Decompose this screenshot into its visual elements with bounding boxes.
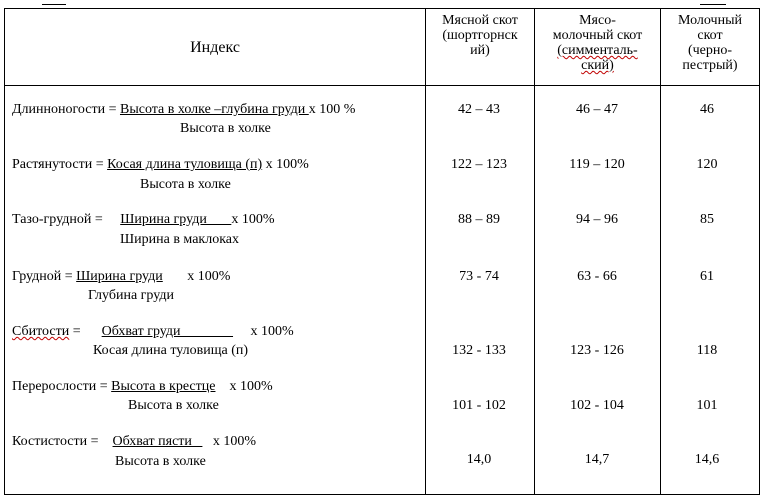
value-dairy: 120 bbox=[696, 157, 718, 172]
top-right-tick-mark bbox=[700, 4, 726, 5]
formula-multiplier: x 100% bbox=[233, 324, 294, 339]
formula-multiplier: x 100% bbox=[162, 269, 231, 284]
header-meat-dairy-cattle bbox=[535, 9, 660, 85]
equals-sign: = bbox=[87, 434, 113, 449]
header-dairy-cattle bbox=[661, 9, 759, 85]
value-meat-dairy: 123 - 126 bbox=[570, 343, 624, 358]
formula-multiplier: x 100% bbox=[215, 379, 273, 394]
index-name: Тазо-грудной bbox=[12, 212, 92, 227]
value-dairy: 85 bbox=[700, 212, 714, 227]
formula-numerator: Высота в холке –глубина груди bbox=[119, 102, 309, 117]
value-meat: 101 - 102 bbox=[452, 398, 506, 413]
formula-numerator: Обхват груди bbox=[101, 324, 234, 339]
value-meat-dairy: 63 - 66 bbox=[577, 269, 617, 284]
formula-denominator: Глубина груди bbox=[88, 288, 174, 303]
formula-row bbox=[12, 324, 294, 340]
value-meat: 132 - 133 bbox=[452, 343, 506, 358]
formula-row bbox=[12, 157, 309, 173]
index-name: Костистости bbox=[12, 434, 88, 449]
formula-numerator: Обхват пясти bbox=[112, 434, 203, 449]
formula-row bbox=[12, 212, 275, 228]
header-dairy-line: Молочный bbox=[678, 13, 742, 28]
formula-multiplier: x 100% bbox=[202, 434, 257, 449]
equals-sign: = bbox=[92, 157, 108, 172]
formula-row bbox=[12, 269, 230, 285]
value-meat: 73 - 74 bbox=[459, 269, 499, 284]
value-meat-dairy: 46 – 47 bbox=[576, 102, 618, 117]
header-meatdairy-line: (симменталь- bbox=[557, 43, 638, 58]
value-dairy: 101 bbox=[696, 398, 718, 413]
equals-sign: = bbox=[96, 379, 112, 394]
header-meatdairy-line: ский) bbox=[581, 58, 614, 73]
index-name: Грудной bbox=[12, 269, 62, 284]
value-dairy: 118 bbox=[696, 343, 718, 358]
indices-table bbox=[4, 8, 760, 495]
header-divider bbox=[5, 85, 759, 86]
value-meat: 14,0 bbox=[466, 452, 492, 467]
header-index bbox=[5, 9, 425, 85]
index-name: Длинноногости bbox=[12, 102, 106, 117]
equals-sign: = bbox=[91, 212, 121, 227]
formula-denominator: Высота в холке bbox=[115, 454, 206, 469]
value-meat: 42 – 43 bbox=[458, 102, 500, 117]
value-meat-dairy: 14,7 bbox=[584, 452, 610, 467]
formula-row bbox=[12, 102, 355, 118]
header-meat-line: ий) bbox=[470, 43, 490, 58]
value-meat-dairy: 119 – 120 bbox=[569, 157, 625, 172]
header-meat-line: Мясной скот bbox=[442, 13, 518, 28]
formula-numerator: Ширина груди bbox=[120, 212, 232, 227]
index-name: Сбитости bbox=[12, 324, 70, 339]
formula-multiplier: x 100 % bbox=[308, 102, 356, 117]
value-meat: 88 – 89 bbox=[458, 212, 500, 227]
equals-sign: = bbox=[105, 102, 120, 117]
formula-multiplier: x 100% bbox=[231, 212, 275, 227]
value-meat: 122 – 123 bbox=[451, 157, 507, 172]
formula-numerator: Высота в крестце bbox=[111, 379, 216, 394]
header-dairy-line: скот bbox=[697, 28, 723, 43]
equals-sign: = bbox=[69, 324, 102, 339]
value-dairy: 14,6 bbox=[694, 452, 720, 467]
value-dairy: 61 bbox=[700, 269, 714, 284]
header-meat-line: (шортгорнск bbox=[442, 28, 518, 43]
value-dairy: 46 bbox=[700, 102, 714, 117]
header-meatdairy-line: молочный скот bbox=[552, 28, 643, 43]
formula-denominator: Ширина в маклоках bbox=[120, 232, 239, 247]
index-name: Растянутости bbox=[12, 157, 93, 172]
value-meat-dairy: 94 – 96 bbox=[576, 212, 618, 227]
formula-row bbox=[12, 434, 256, 450]
formula-denominator: Высота в холке bbox=[128, 398, 219, 413]
formula-numerator: Косая длина туловища (п) bbox=[107, 157, 263, 172]
header-meat-cattle bbox=[426, 9, 534, 85]
formula-denominator: Высота в холке bbox=[140, 177, 231, 192]
header-index-label: Индекс bbox=[190, 38, 240, 56]
formula-multiplier: x 100% bbox=[262, 157, 309, 172]
formula-numerator: Ширина груди bbox=[76, 269, 163, 284]
equals-sign: = bbox=[61, 269, 77, 284]
formula-denominator: Высота в холке bbox=[180, 121, 271, 136]
header-dairy-line: (черно- bbox=[687, 43, 733, 58]
formula-row bbox=[12, 379, 273, 395]
index-name: Перерослости bbox=[12, 379, 97, 394]
value-meat-dairy: 102 - 104 bbox=[570, 398, 624, 413]
top-left-tick-mark bbox=[42, 4, 66, 5]
header-meatdairy-line: Мясо- bbox=[579, 13, 616, 28]
formula-denominator: Косая длина туловища (п) bbox=[93, 343, 249, 358]
header-dairy-line: пестрый) bbox=[682, 58, 738, 73]
